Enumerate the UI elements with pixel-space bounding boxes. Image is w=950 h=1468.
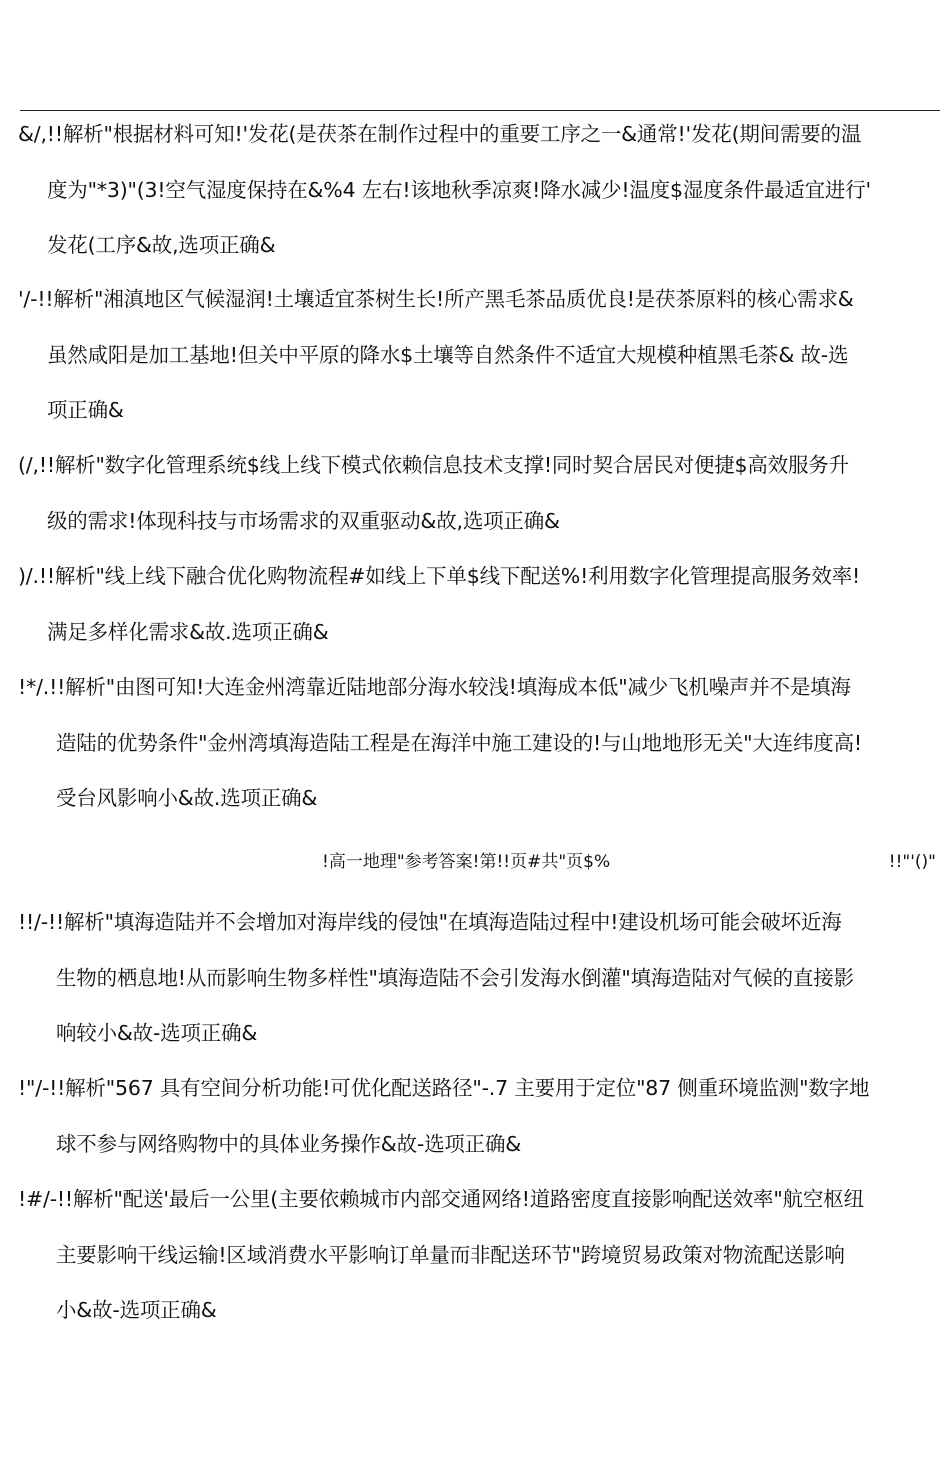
- answer-line: 造陆的优势条件"金州湾填海造陆工程是在海洋中施工建设的!与山地地形无关"大连纬度高!: [56, 730, 862, 755]
- answer-item-2: [18, 272, 943, 439]
- answer-line: 主要影响干线运输!区域消费水平影响订单量而非配送环节"跨境贸易政策对物流配送影响: [56, 1242, 845, 1267]
- answer-line: (/,!!解析"数字化管理系统$线上线下模式依赖信息技术支撑!同时契合居民对便捷$高效服务升: [18, 453, 849, 477]
- answer-line: !"/-!!解析"567 具有空间分析功能!可优化配送路径"-.7 主要用于定位"87 侧重环境监测"数字地: [18, 1076, 870, 1100]
- answer-line: !*/.!!解析"由图可知!大连金州湾靠近陆地部分海水较浅!填海成本低"减少飞机噪声并不是填海: [18, 675, 851, 699]
- answer-line: 满足多样化需求&故.选项正确&: [47, 619, 329, 644]
- answer-line: 响较小&故-选项正确&: [56, 1021, 258, 1045]
- answer-line: 球不参与网络购物中的具体业务操作&故-选项正确&: [56, 1131, 522, 1156]
- answer-item-3: [18, 438, 943, 549]
- answer-item-1: [18, 107, 943, 274]
- answer-line: 发花(工序&故,选项正确&: [47, 233, 276, 257]
- answer-item-4: [18, 549, 943, 660]
- answer-item-7: [18, 1061, 943, 1172]
- answer-line: 项正确&: [47, 398, 124, 422]
- answer-line: 虽然咸阳是加工基地!但关中平原的降水$土壤等自然条件不适宜大规模种植黑毛茶& 故-选: [47, 342, 849, 367]
- page-footer-label: !高一地理"参考答案!第!!页#共"页$%: [322, 852, 611, 872]
- answer-item-5: [18, 660, 943, 827]
- answer-line: 度为"*3)"(3!空气湿度保持在&%4 左右!该地秋季凉爽!降水减少!温度$湿度条件最适宜进行': [47, 177, 871, 202]
- answer-line: !!/-!!解析"填海造陆并不会增加对海岸线的侵蚀"在填海造陆过程中!建设机场可能会破坏近海: [18, 910, 842, 934]
- answer-line: '/-!!解析"湘滇地区气候湿润!土壤适宜茶树生长!所产黑毛茶品质优良!是茯茶原料的核心需求&: [18, 287, 854, 311]
- answer-line: 级的需求!体现科技与市场需求的双重驱动&故,选项正确&: [47, 508, 560, 533]
- answer-line: 生物的栖息地!从而影响生物多样性"填海造陆不会引发海水倒灌"填海造陆对气候的直接影: [56, 965, 854, 990]
- answer-line: &/,!!解析"根据材料可知!'发花(是茯茶在制作过程中的重要工序之一&通常!'发花(期间需要的温: [18, 122, 862, 146]
- page-footer-code: !!"'()": [888, 852, 936, 872]
- answer-line: 受台风影响小&故.选项正确&: [56, 786, 318, 810]
- answer-line: 小&故-选项正确&: [56, 1298, 217, 1322]
- answer-line: )/.!!解析"线上线下融合优化购物流程#如线上下单$线下配送%!利用数字化管理提高服务效率!: [18, 564, 861, 588]
- answer-item-6: [18, 895, 943, 1062]
- answer-item-8: [18, 1172, 943, 1339]
- answer-line: !#/-!!解析"配送'最后一公里(主要依赖城市内部交通网络!道路密度直接影响配送效率"航空枢纽: [18, 1187, 864, 1211]
